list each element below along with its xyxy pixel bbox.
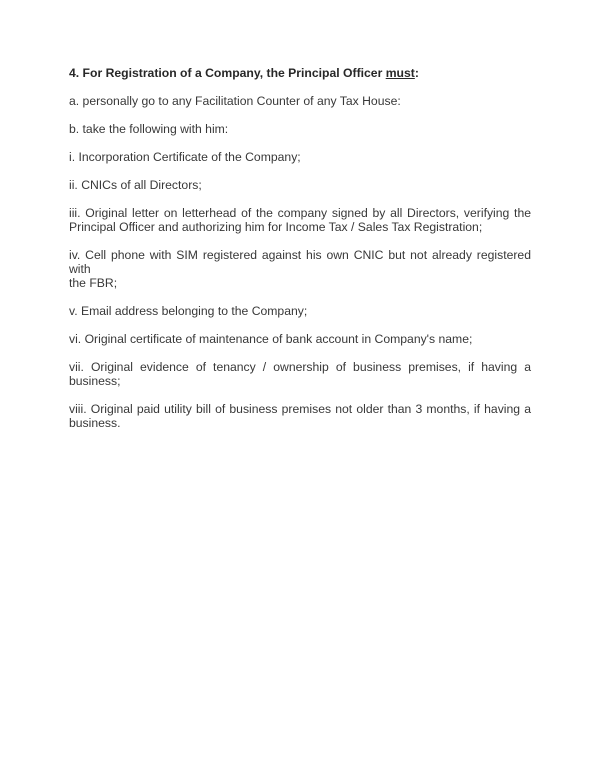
list-item-line: iii. Original letter on letterhead of the company signed by all Directors, verifying the <box>69 206 531 220</box>
list-item-line: iv. Cell phone with SIM registered against his own CNIC but not already registered with <box>69 248 531 276</box>
list-item-line: a. personally go to any Facilitation Counter of any Tax House: <box>69 94 401 108</box>
section-heading-prefix: 4. For Registration of a Company, the Principal Officer <box>69 66 386 80</box>
list-item-line: the FBR; <box>69 276 118 290</box>
list-item-iv <box>69 248 531 290</box>
list-item-a <box>69 94 531 108</box>
list-item-i <box>69 150 531 164</box>
list-item-b <box>69 122 531 136</box>
list-item-line: vi. Original certificate of maintenance of bank account in Company's name; <box>69 332 473 346</box>
list-item-line: Principal Officer and authorizing him for Income Tax / Sales Tax Registration; <box>69 220 483 234</box>
list-item-viii <box>69 402 531 430</box>
list-item-iii <box>69 206 531 234</box>
list-item-line: i. Incorporation Certificate of the Company; <box>69 150 301 164</box>
list-item-line: viii. Original paid utility bill of business premises not older than 3 months, if having a <box>69 402 531 416</box>
section-heading <box>69 66 531 80</box>
list-item-ii <box>69 178 531 192</box>
list-item-line: ii. CNICs of all Directors; <box>69 178 202 192</box>
section-heading-underlined-word: must <box>385 66 415 80</box>
section-heading-suffix: : <box>414 66 419 80</box>
list-item-line: business. <box>69 416 121 430</box>
list-item-line: vii. Original evidence of tenancy / ownership of business premises, if having a business; <box>69 360 531 388</box>
list-item-v <box>69 304 531 318</box>
list-item-vii <box>69 360 531 388</box>
list-item-line: b. take the following with him: <box>69 122 229 136</box>
list-item-line: v. Email address belonging to the Company; <box>69 304 308 318</box>
list-item-vi <box>69 332 531 346</box>
